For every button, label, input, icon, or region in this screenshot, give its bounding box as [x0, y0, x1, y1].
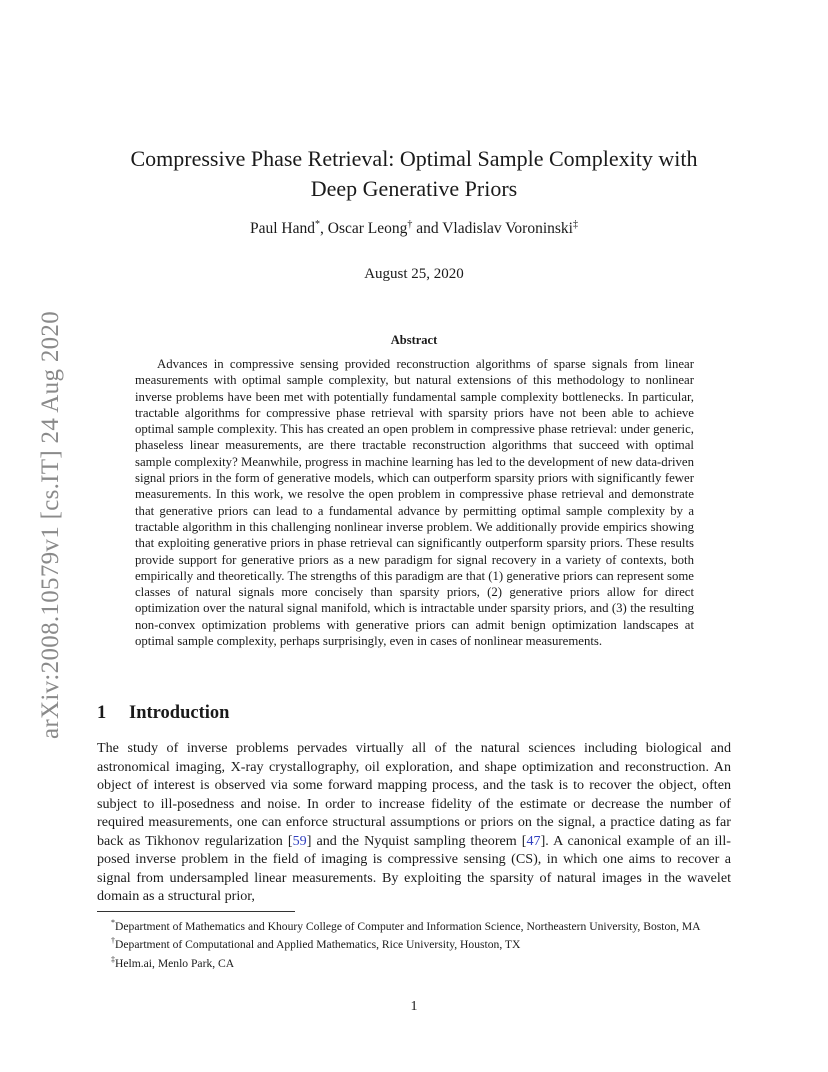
footnote-text: Helm.ai, Menlo Park, CA	[115, 956, 235, 970]
footnote-mark: *	[111, 918, 115, 927]
introduction-text: ] and the Nyquist sampling theorem [	[306, 832, 527, 849]
footnote	[97, 934, 731, 952]
introduction-paragraph	[97, 739, 731, 906]
arxiv-identifier-stamp: arXiv:2008.10579v1 [cs.IT] 24 Aug 2020	[37, 311, 64, 740]
paper-title-line-1: Compressive Phase Retrieval: Optimal Sample Complexity with	[130, 146, 698, 171]
author-separator: ,	[320, 220, 328, 238]
footnote-text: Department of Computational and Applied Mathematics, Rice University, Houston, TX	[115, 938, 521, 952]
footnote	[97, 916, 731, 934]
citation-link[interactable]: 47	[526, 832, 541, 849]
footnote	[97, 953, 731, 971]
abstract-heading: Abstract	[390, 333, 438, 347]
section-heading-introduction	[97, 703, 229, 724]
footnote-mark: ‡	[111, 954, 115, 964]
footnotes	[97, 916, 731, 971]
paper-title-line-2: Deep Generative Priors	[310, 176, 518, 201]
author-affiliation-mark: *	[315, 219, 320, 230]
page-number: 1	[410, 999, 418, 1014]
author-affiliation-mark: ‡	[573, 219, 578, 230]
section-number: 1	[97, 703, 107, 723]
introduction-text: The study of inverse problems pervades virtually all of the natural sciences including biological and astronomical imaging, X-ray crystallography, oil exploration, and shape optimization and reconstruction. An object of interest is observed via some forward mapping process, and the task is to recover the object, often subject to ill-posedness and noise. In order to increase fidelity of the estimate or decrease the number of required measurements, one can enforce structural assumptions or priors on the signal, a practice dating as far back as Tikhonov regularization [	[97, 740, 731, 849]
author-name: Vladislav Voroninski	[442, 220, 573, 238]
footnote-text: Department of Mathematics and Khoury College of Computer and Information Science, Northeastern University, Boston, MA	[115, 919, 701, 933]
footnote-divider	[97, 911, 295, 912]
author-name: Paul Hand	[249, 220, 315, 238]
paper-title	[96, 144, 732, 204]
citation-link[interactable]: 59	[292, 832, 307, 849]
author-name: Oscar Leong	[327, 220, 408, 238]
publication-date: August 25, 2020	[364, 266, 464, 282]
author-list	[96, 219, 732, 238]
section-title: Introduction	[129, 703, 230, 723]
abstract-body: Advances in compressive sensing provided reconstruction algorithms of sparse signals from linear measurements with optimal sample complexity, but natural extensions of this methodology to nonlinear inverse problems have been met with potentially fundamental sample complexity bottlenecks. In particular, tractable algorithms for compressive phase retrieval with sparsity priors have not been able to achieve optimal sample complexity. This has created an open problem in compressive phase retrieval: under generic, phaseless linear measurements, are there tractable reconstruction algorithms that succeed with optimal sample complexity? Meanwhile, progress in machine learning has led to the development of new data-driven signal priors in the form of generative models, which can outperform sparsity priors with significantly fewer measurements. In this work, we resolve the open problem in compressive phase retrieval and demonstrate that generative priors can lead to a fundamental advance by permitting optimal sample complexity by a tractable algorithm in this challenging nonlinear inverse problem. We additionally provide empirics showing that exploiting generative priors in phase retrieval can significantly outperform sparsity priors. These results provide support for generative priors as a new paradigm for signal recovery in a variety of contexts, both empirically and theoretically. The strengths of this paradigm are that (1) generative priors can represent some classes of natural signals more concisely than sparsity priors, (2) generative priors allow for direct optimization over the natural signal manifold, which is intractable under sparsity priors, and (3) the resulting non-convex optimization problems with generative priors can admit benign optimization landscapes at optimal sample complexity, perhaps surprisingly, even in cases of nonlinear measurements.	[135, 357, 694, 649]
author-affiliation-mark: †	[407, 219, 413, 230]
footnote-mark: †	[111, 936, 115, 946]
author-separator: and	[412, 220, 443, 238]
introduction-text: ]. A canonical example of an ill-posed inverse problem in the field of imaging is compressive sensing (CS), in which one aims to recover a signal from undersampled linear measurements. By exploiting the sparsity of natural images in the wavelet domain as a structural prior,	[97, 832, 731, 904]
